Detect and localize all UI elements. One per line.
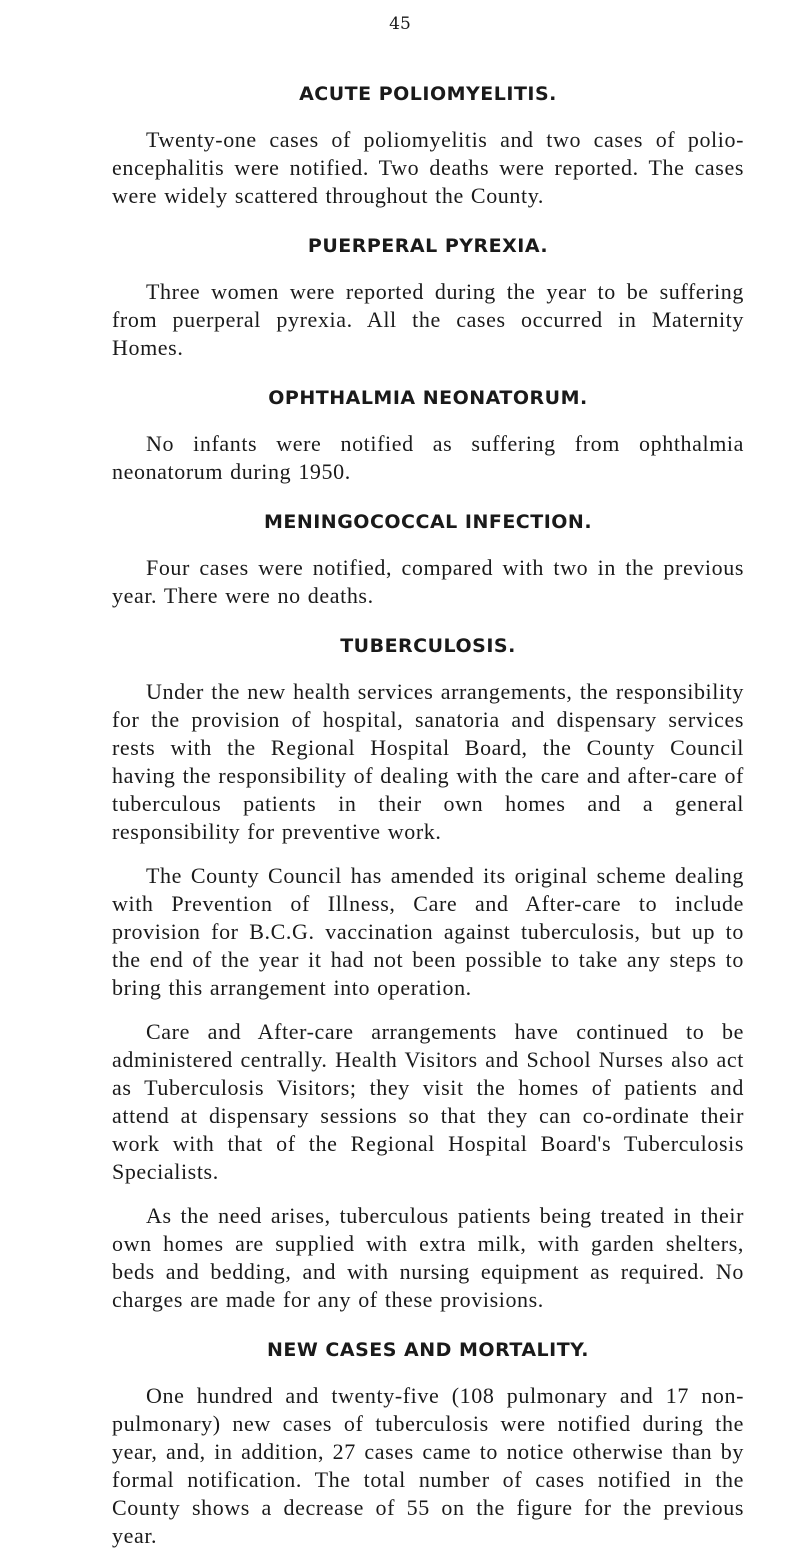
section-new-cases-and-mortality [112, 1336, 744, 1550]
section-tuberculosis [112, 632, 744, 1314]
section-heading: MENINGOCOCCAL INFECTION. [263, 511, 593, 533]
paragraph: As the need arises, tuberculous patients being treated in their own homes are supplied with extra milk, with garden shelters, beds and bedding, and with nursing equipment as required. No charges are made for any of these provisions. [112, 1203, 744, 1312]
section-puerperal-pyrexia [112, 232, 744, 362]
paragraph: The County Council has amended its original scheme dealing with Prevention of Illness, Care and After-care to include provision for B.C.G. vaccination against tuberculosis, but up to the end of the year it had not been possible to take any steps to bring this arrangement into operation. [112, 863, 744, 1000]
section-heading: NEW CASES AND MORTALITY. [266, 1339, 590, 1361]
page-number: 45 [389, 14, 411, 34]
paragraph: Twenty-one cases of poliomyelitis and two cases of polio-encephalitis were notified. Two deaths were reported. The cases were widely scattered throughout the County. [112, 127, 744, 208]
paragraph: No infants were notified as suffering from ophthalmia neonatorum during 1950. [112, 431, 744, 484]
paragraph: Three women were reported during the year to be suffering from puerperal pyrexia. All the cases occurred in Maternity Homes. [112, 279, 744, 360]
section-heading: ACUTE POLIOMYELITIS. [299, 83, 557, 105]
section-ophthalmia-neonatorum [112, 384, 744, 486]
page-body [112, 80, 744, 1566]
section-heading: PUERPERAL PYREXIA. [307, 235, 549, 257]
paragraph: Under the new health services arrangements, the responsibility for the provision of hospital, sanatoria and dispensary services rests with the Regional Hospital Board, the County Council having the responsibility of dealing with the care and after-care of tuberculous patients in their own homes and a general responsibility for preventive work. [112, 679, 744, 844]
paragraph: One hundred and twenty-five (108 pulmonary and 17 non-pulmonary) new cases of tuberculosis were notified during the year, and, in addition, 27 cases came to notice otherwise than by formal notification. The total number of cases notified in the County shows a decrease of 55 on the figure for the previous year. [112, 1383, 744, 1548]
paragraph: Four cases were notified, compared with two in the previous year. There were no deaths. [112, 555, 744, 608]
section-meningococcal-infection [112, 508, 744, 610]
section-heading: TUBERCULOSIS. [340, 635, 516, 657]
section-acute-poliomyelitis [112, 80, 744, 210]
paragraph: Care and After-care arrangements have continued to be administered centrally. Health Visitors and School Nurses also act as Tuberculosis Visitors; they visit the homes of patients and attend at dispensary sessions so that they can co-ordinate their work with that of the Regional Hospital Board's Tuberculosis Specialists. [112, 1019, 744, 1184]
section-heading: OPHTHALMIA NEONATORUM. [268, 387, 588, 409]
